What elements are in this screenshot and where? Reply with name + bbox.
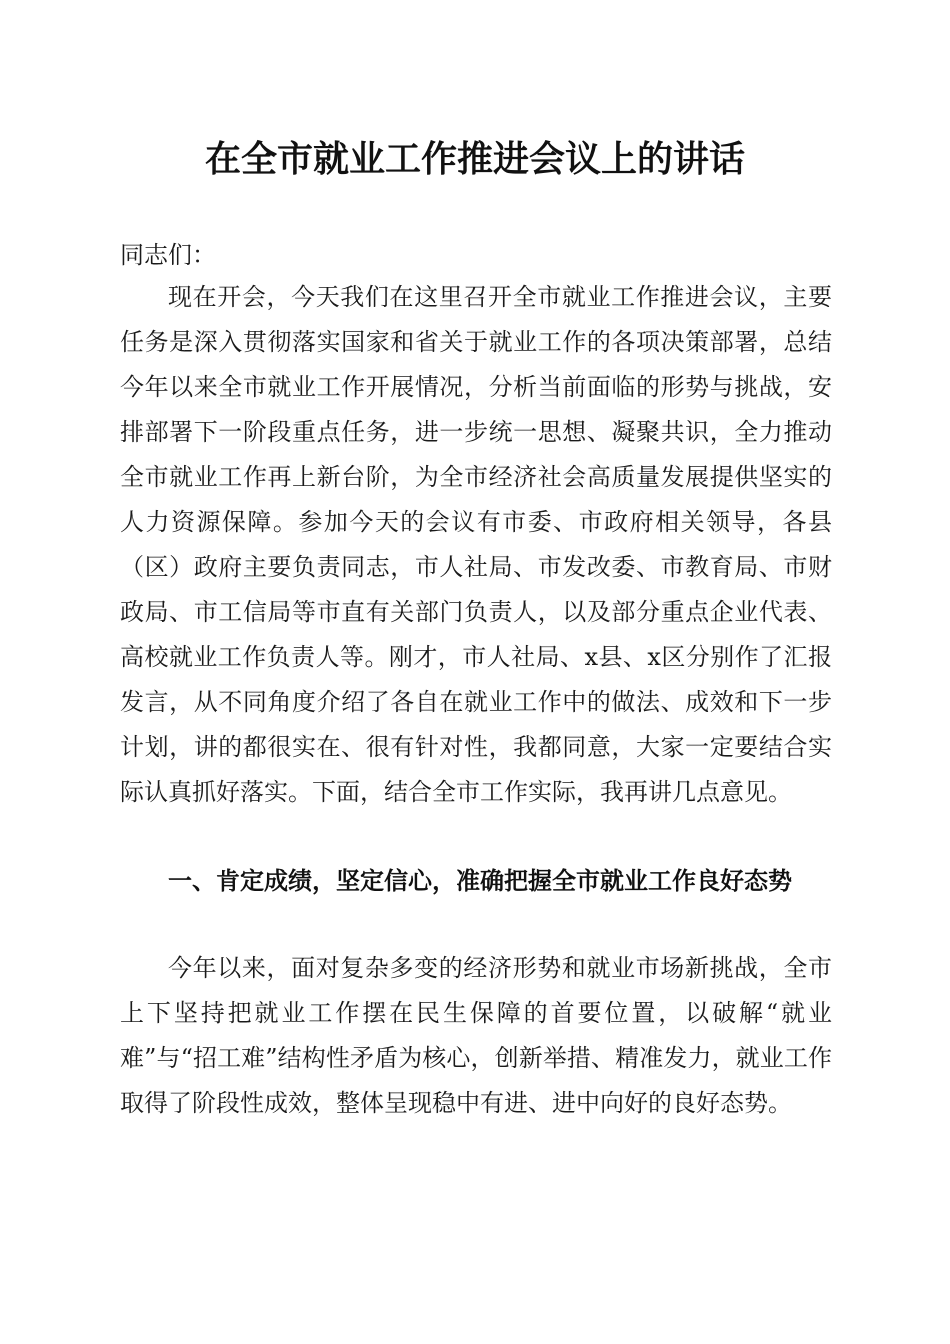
section-heading-1: 一、肯定成绩，坚定信心，准确把握全市就业工作良好态势 (168, 867, 792, 895)
section-1-paragraph: 今年以来，面对复杂多变的经济形势和就业市场新挑战，全市上下坚持把就业工作摆在民生保障的首要位置，以破解“就业难”与“招工难”结构性矛盾为核心，创新举措、精准发力，就业工作取得了阶段性成效，整体呈现稳中有进、进中向好的良好态势。 (120, 954, 832, 1117)
salutation: 同志们： (120, 241, 216, 269)
document-title: 在全市就业工作推进会议上的讲话 (204, 138, 745, 180)
intro-paragraph: 现在开会，今天我们在这里召开全市就业工作推进会议，主要任务是深入贯彻落实国家和省关于就业工作的各项决策部署，总结今年以来全市就业工作开展情况，分析当前面临的形势与挑战，安排部署下一阶段重点任务，进一步统一思想、凝聚共识，全力推动全市就业工作再上新台阶，为全市经济社会高质量发展提供坚实的人力资源保障。参加今天的会议有市委、市政府相关领导，各县（区）政府主要负责同志，市人社局、市发改委、市教育局、市财政局、市工信局等市直有关部门负责人，以及部分重点企业代表、高校就业工作负责人等。刚才，市人社局、x县、x区分别作了汇报发言，从不同角度介绍了各自在就业工作中的做法、成效和下一步计划，讲的都很实在、很有针对性，我都同意，大家一定要结合实际认真抓好落实。下面，结合全市工作实际，我再讲几点意见。 (120, 283, 832, 806)
